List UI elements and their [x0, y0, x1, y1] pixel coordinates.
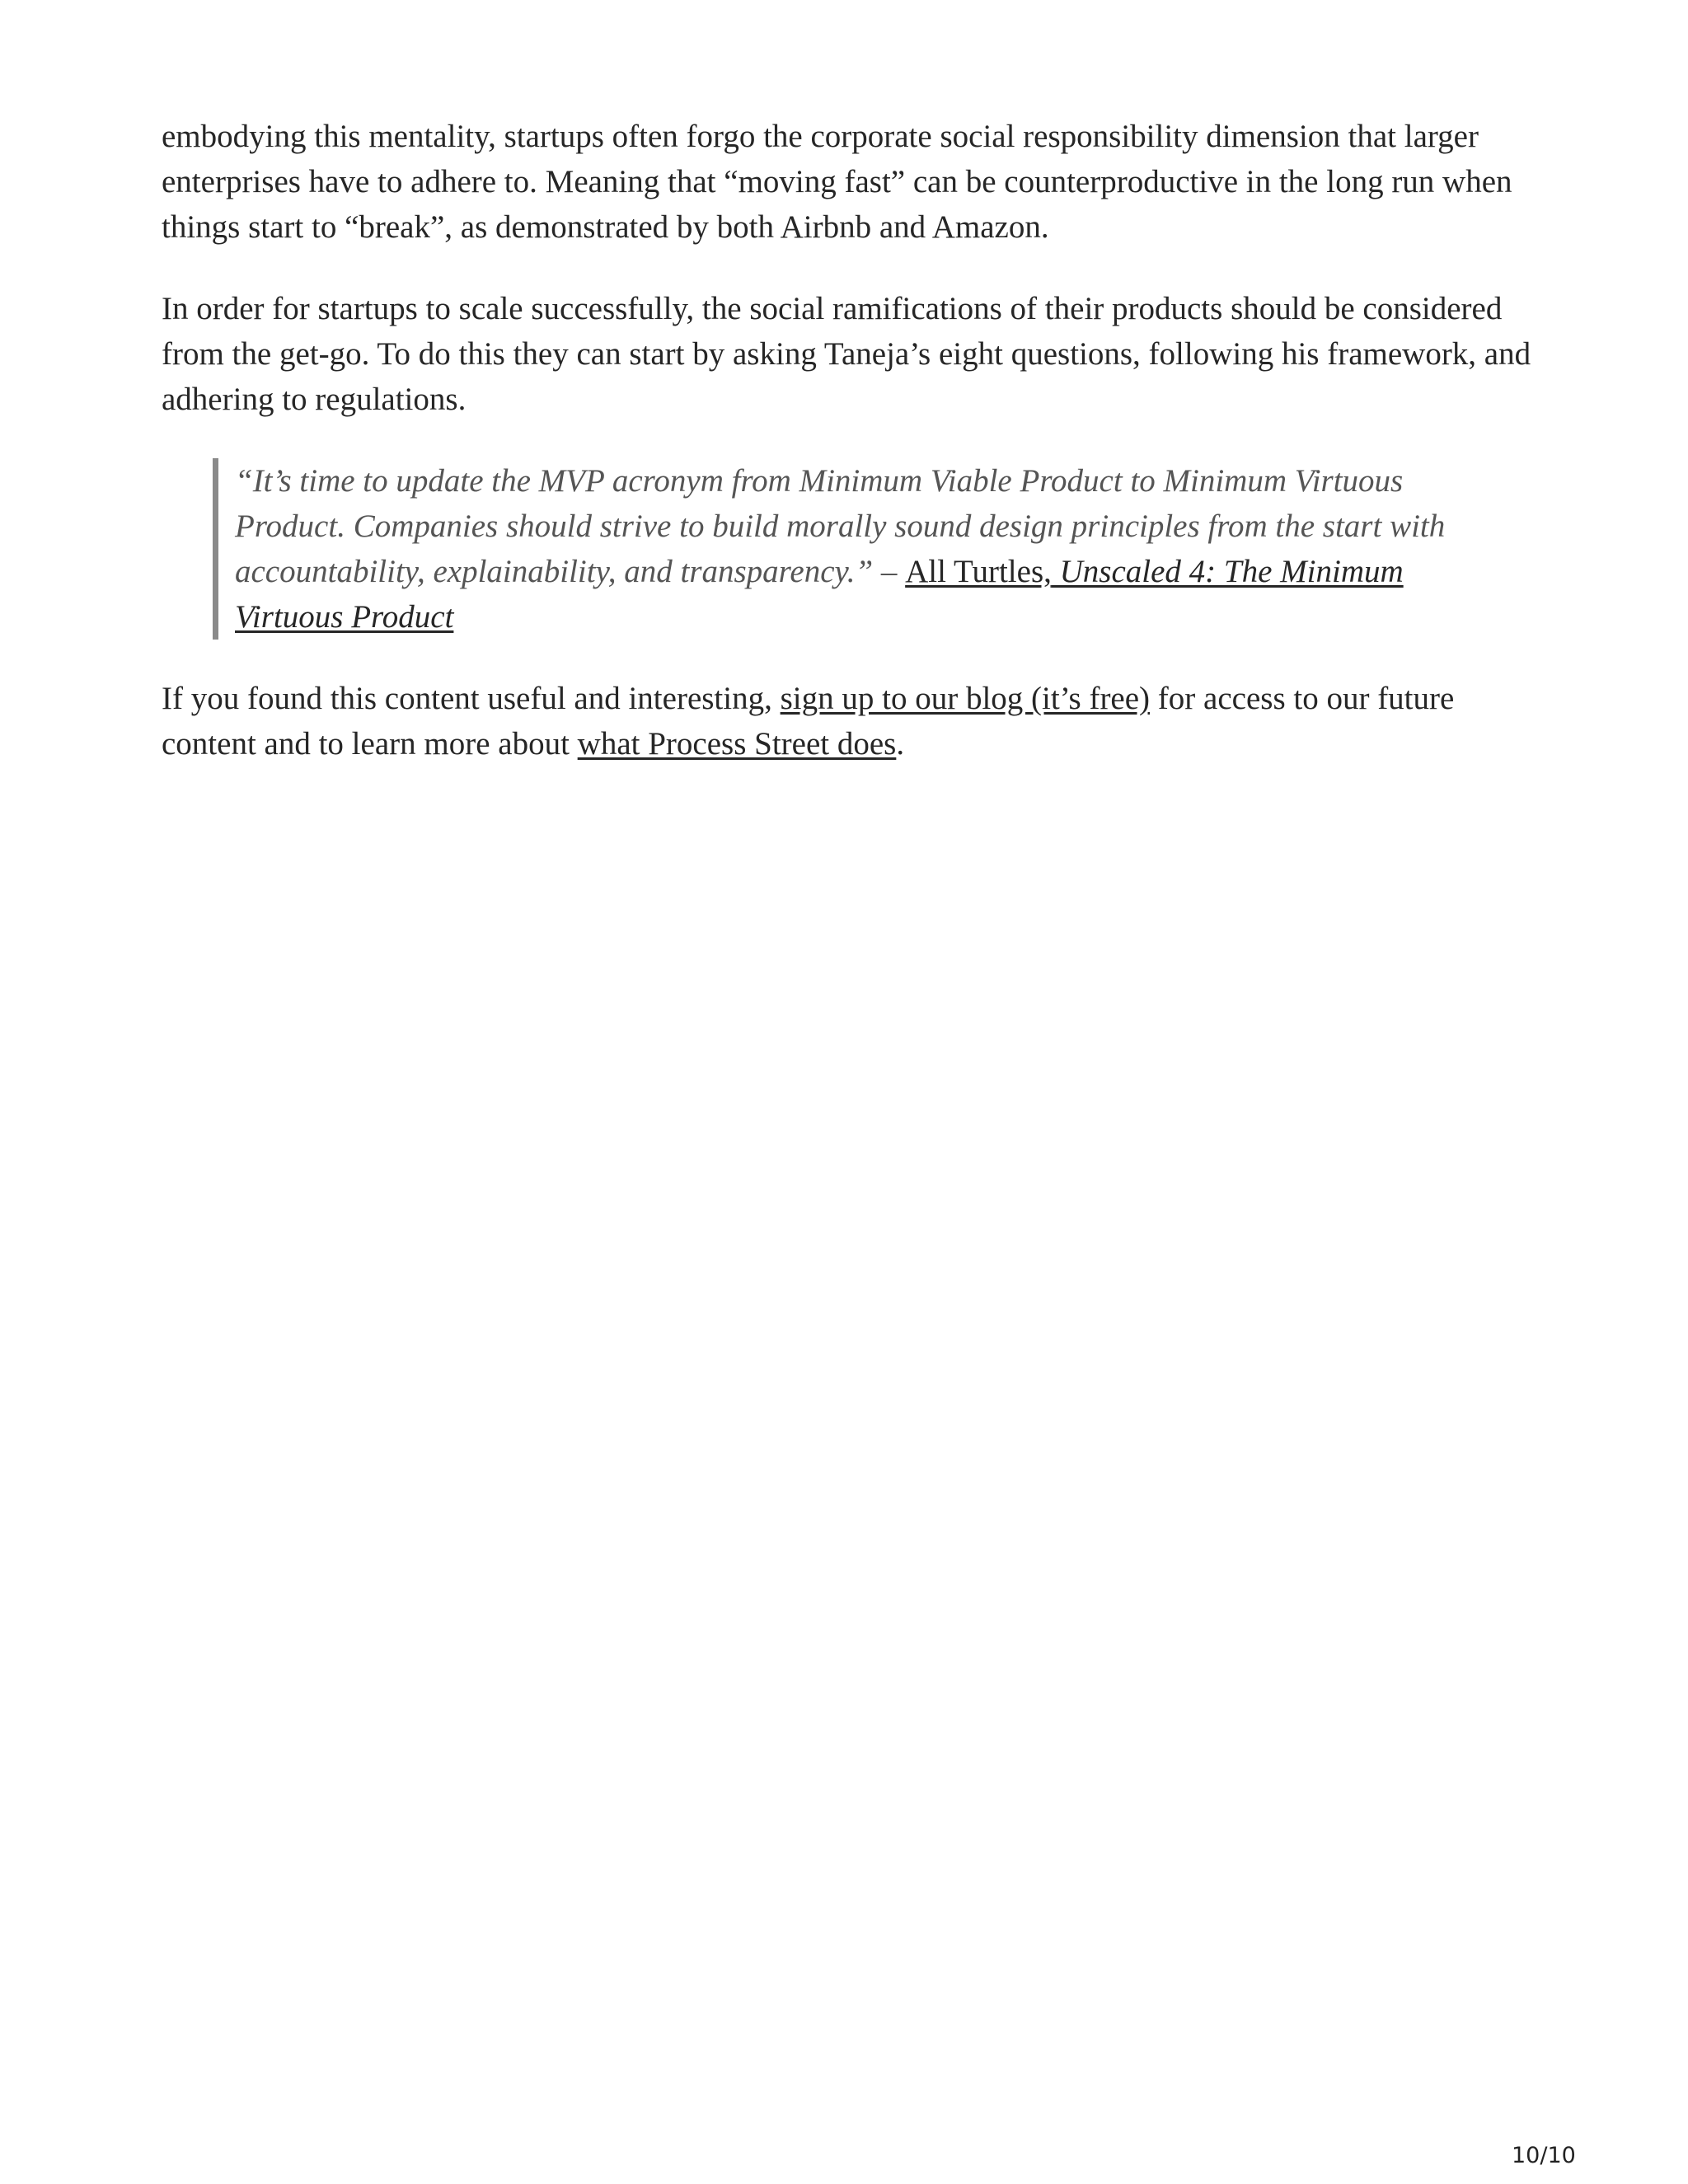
blockquote-mvp	[213, 458, 1488, 640]
paragraph-scale-successfully: In order for startups to scale successfully, the social ramifications of their products should be considered from the get-go. To do this they can start by asking Taneja’s eight questions, following his framework, and adhering to regulations.	[162, 291, 1531, 417]
quote-text: “It’s time to update the MVP acronym from Minimum Viable Product to Minimum Virtuous Product. Companies should strive to build morally sound design principles from the start with accountability, explainability, and transparency.” –	[235, 463, 1446, 589]
article-body	[162, 114, 1546, 803]
quote-attribution-title: Unscaled 4: The Minimum Virtuous Product	[235, 554, 1404, 635]
closing-text-before: If you found this content useful and interesting,	[162, 681, 781, 716]
closing-text-end: .	[896, 726, 905, 762]
process-street-link[interactable]: what Process Street does	[577, 726, 897, 762]
closing-text-middle: for access to our future content and to learn more about	[162, 681, 1455, 762]
quote-attribution-name: All Turtles,	[905, 554, 1052, 589]
signup-blog-link[interactable]: sign up to our blog (it’s free)	[780, 681, 1151, 716]
page-number: 10/10	[1512, 2143, 1576, 2168]
paragraph-closing	[162, 676, 1546, 766]
paragraph-mentality: embodying this mentality, startups often forgo the corporate social responsibility dimension that larger enterprises have to adhere to. Meaning that “moving fast” can be counterproductive in the long run when things start to “break”, as demonstrated by both Airbnb and Amazon.	[162, 119, 1512, 245]
